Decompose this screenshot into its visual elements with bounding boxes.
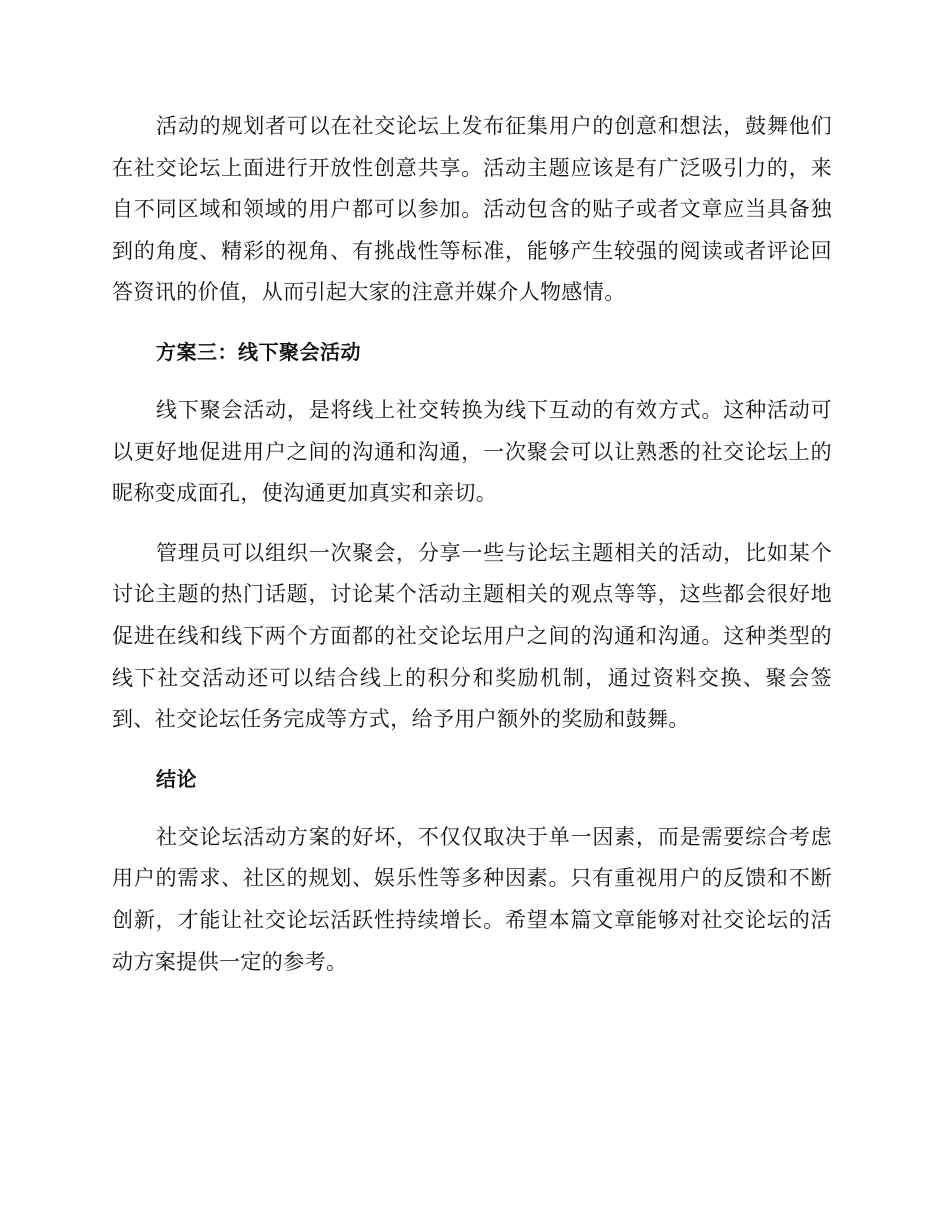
section-heading-conclusion: 结论 xyxy=(156,766,197,791)
section3-paragraph: 线下聚会活动，是将线上社交转换为线下互动的有效方式。这种活动可以更好地促进用户之间的沟通和沟通，一次聚会可以让熟悉的社交论坛上的昵称变成面孔，使沟通更加真实和亲切。 xyxy=(112,397,832,506)
section-heading-offline-meetup: 方案三：线下聚会活动 xyxy=(156,339,361,364)
section3-paragraph: 管理员可以组织一次聚会，分享一些与论坛主题相关的活动，比如某个讨论主题的热门话题，讨论某个活动主题相关的观点等等，这些都会很好地促进在线和线下两个方面都的社交论坛用户之间的沟通和沟通。这种类型的线下社交活动还可以结合线上的积分和奖励机制，通过资料交换、聚会签到、社交论坛任务完成等方式，给予用户额外的奖励和鼓舞。 xyxy=(112,540,832,732)
conclusion-paragraph: 社交论坛活动方案的好坏，不仅仅取决于单一因素，而是需要综合考虑用户的需求、社区的规划、娱乐性等多种因素。只有重视用户的反馈和不断创新，才能让社交论坛活跃性持续增长。希望本篇文章能够对社交论坛的活动方案提供一定的参考。 xyxy=(112,824,832,974)
document-page xyxy=(112,106,832,1001)
intro-paragraph: 活动的规划者可以在社交论坛上发布征集用户的创意和想法，鼓舞他们在社交论坛上面进行开放性创意共享。活动主题应该是有广泛吸引力的，来自不同区域和领域的用户都可以参加。活动包含的贴子或者文章应当具备独到的角度、精彩的视角、有挑战性等标准，能够产生较强的阅读或者评论回答资讯的价值，从而引起大家的注意并媒介人物感情。 xyxy=(112,114,832,305)
